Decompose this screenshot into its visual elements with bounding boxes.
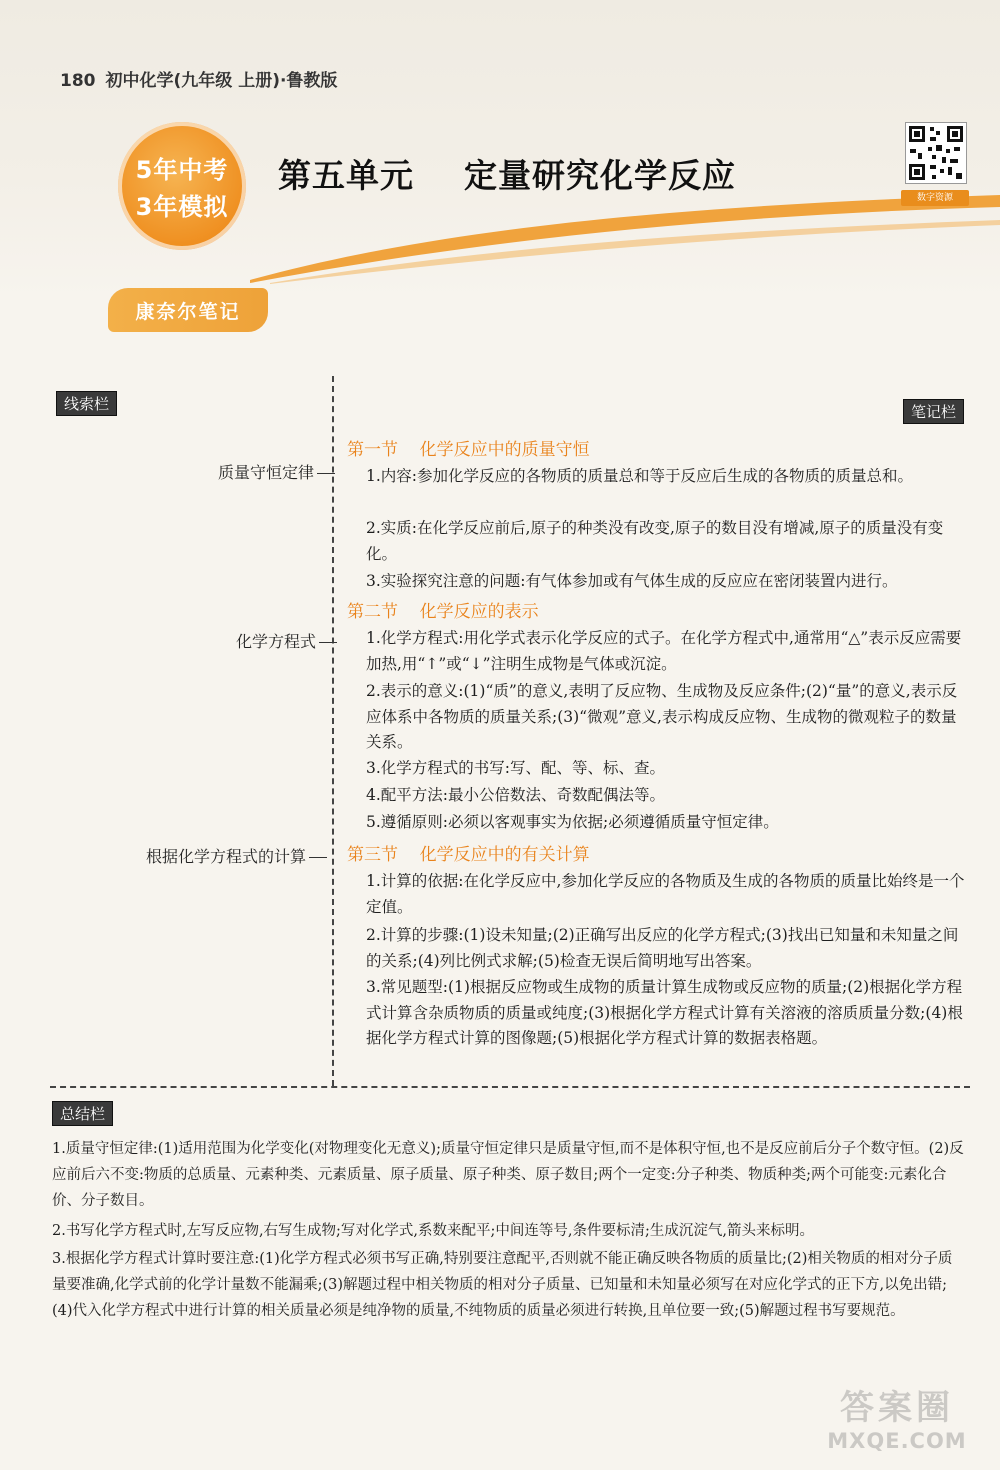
section-1-item-2: 2.实质:在化学反应前后,原子的种类没有改变,原子的数目没有增减,原子的质量没有变化。 xyxy=(366,519,944,563)
section-title-3: 第三节 化学反应中的有关计算 xyxy=(347,845,590,865)
section-1-item-3: 3.实验探究注意的问题:有气体参加或有气体生成的反应应在密闭装置内进行。 xyxy=(366,572,898,590)
series-logo: 5年中考 3年模拟 xyxy=(118,122,246,250)
section-3-item-1: 1.计算的依据:在化学反应中,参加化学反应的各物质及生成的各物质的质量比始终是一个定值。 xyxy=(366,872,965,916)
clue-equation-calculation: 根据化学方程式的计算 xyxy=(146,844,327,867)
page-number: 180 xyxy=(60,71,96,91)
summary-column-tag: 总结栏 xyxy=(52,1101,113,1126)
qr-label: 数字资源 xyxy=(901,190,969,206)
section-3-item-2: 2.计算的步骤:(1)设未知量;(2)正确写出反应的化学方程式;(3)找出已知量和未知量之间的关系;(4)列比例式求解;(5)检查无误后简明地写出答案。 xyxy=(366,926,959,970)
section-2-item-5: 5.遵循原则:必须以客观事实为依据;必须遵循质量守恒定律。 xyxy=(366,813,779,831)
section-3-item-3: 3.常见题型:(1)根据反应物或生成物的质量计算生成物或反应物的质量;(2)根据化学方程式计算含杂质物质的质量或纯度;(3)根据化学方程式计算有关溶液的溶质质量分数;(4)根据化学方程式计算的图像题;(5)根据化学方程式计算的数据表格题。 xyxy=(366,978,963,1047)
section-2-item-4: 4.配平方法:最小公倍数法、奇数配偶法等。 xyxy=(366,786,666,804)
watermark: 答案圈 MXQE.COM xyxy=(827,1388,967,1453)
running-head xyxy=(60,66,337,91)
clue-mass-conservation: 质量守恒定律 xyxy=(218,460,335,483)
clues-column-tag: 线索栏 xyxy=(56,391,117,416)
summary-item-1: 1.质量守恒定律:(1)适用范围为化学变化(对物理变化无意义);质量守恒定律只是质量守恒,而不是体积守恒,也不是反应前后分子个数守恒。(2)反应前后六不变:物质的总质量、元素种类、元素质量、原子质量、原子种类、原子数目;两个一定变:分子种类、物质种类;两个可能变:元素化合价、分子数目。 xyxy=(52,1141,964,1209)
section-2-item-3: 3.化学方程式的书写:写、配、等、标、查。 xyxy=(366,759,666,777)
section-title-1: 第一节 化学反应中的质量守恒 xyxy=(347,440,590,460)
section-2-item-2: 2.表示的意义:(1)“质”的意义,表明了反应物、生成物及反应条件;(2)“量”的意义,表示反应体系中各物质的质量关系;(3)“微观”意义,表示构成反应物、生成物的微观粒子的数量关系。 xyxy=(366,682,958,751)
clue-chemical-equation: 化学方程式 xyxy=(236,629,337,652)
qr-code-icon[interactable] xyxy=(905,122,967,184)
section-2-item-1: 1.化学方程式:用化学式表示化学反应的式子。在化学方程式中,通常用“△”表示反应需要加热,用“↑”或“↓”注明生成物是气体或沉淀。 xyxy=(366,629,962,673)
book-title: 初中化学(九年级 上册)·鲁教版 xyxy=(105,71,338,91)
section-1-item-1: 1.内容:参加化学反应的各物质的质量总和等于反应后生成的各物质的质量总和。 xyxy=(366,467,914,485)
summary-divider xyxy=(50,1086,970,1088)
orange-swoosh xyxy=(250,185,1000,285)
section-title-2: 第二节 化学反应的表示 xyxy=(347,602,539,622)
cornell-notes-ribbon: 康奈尔笔记 xyxy=(108,288,268,332)
summary-item-2: 2.书写化学方程式时,左写反应物,右写生成物;写对化学式,系数来配平;中间连等号,条件要标清;生成沉淀气,箭头来标明。 xyxy=(52,1223,815,1239)
unit-title: 第五单元 定量研究化学反应 xyxy=(278,156,736,195)
summary-item-3: 3.根据化学方程式计算时要注意:(1)化学方程式必须书写正确,特别要注意配平,否则就不能正确反映各物质的质量比;(2)相关物质的相对分子质量要准确,化学式前的化学计量数不能漏乘;(3)解题过程中相关物质的相对分子质量、已知量和未知量必须写在对应化学式的正下方,以免出错;(4)代入化学方程式中进行计算的相关质量必须是纯净物的质量,不纯物质的质量必须进行转换,且单位要一致;(5)解题过程书写要规范。 xyxy=(52,1251,953,1319)
notes-column-tag: 笔记栏 xyxy=(903,399,964,424)
